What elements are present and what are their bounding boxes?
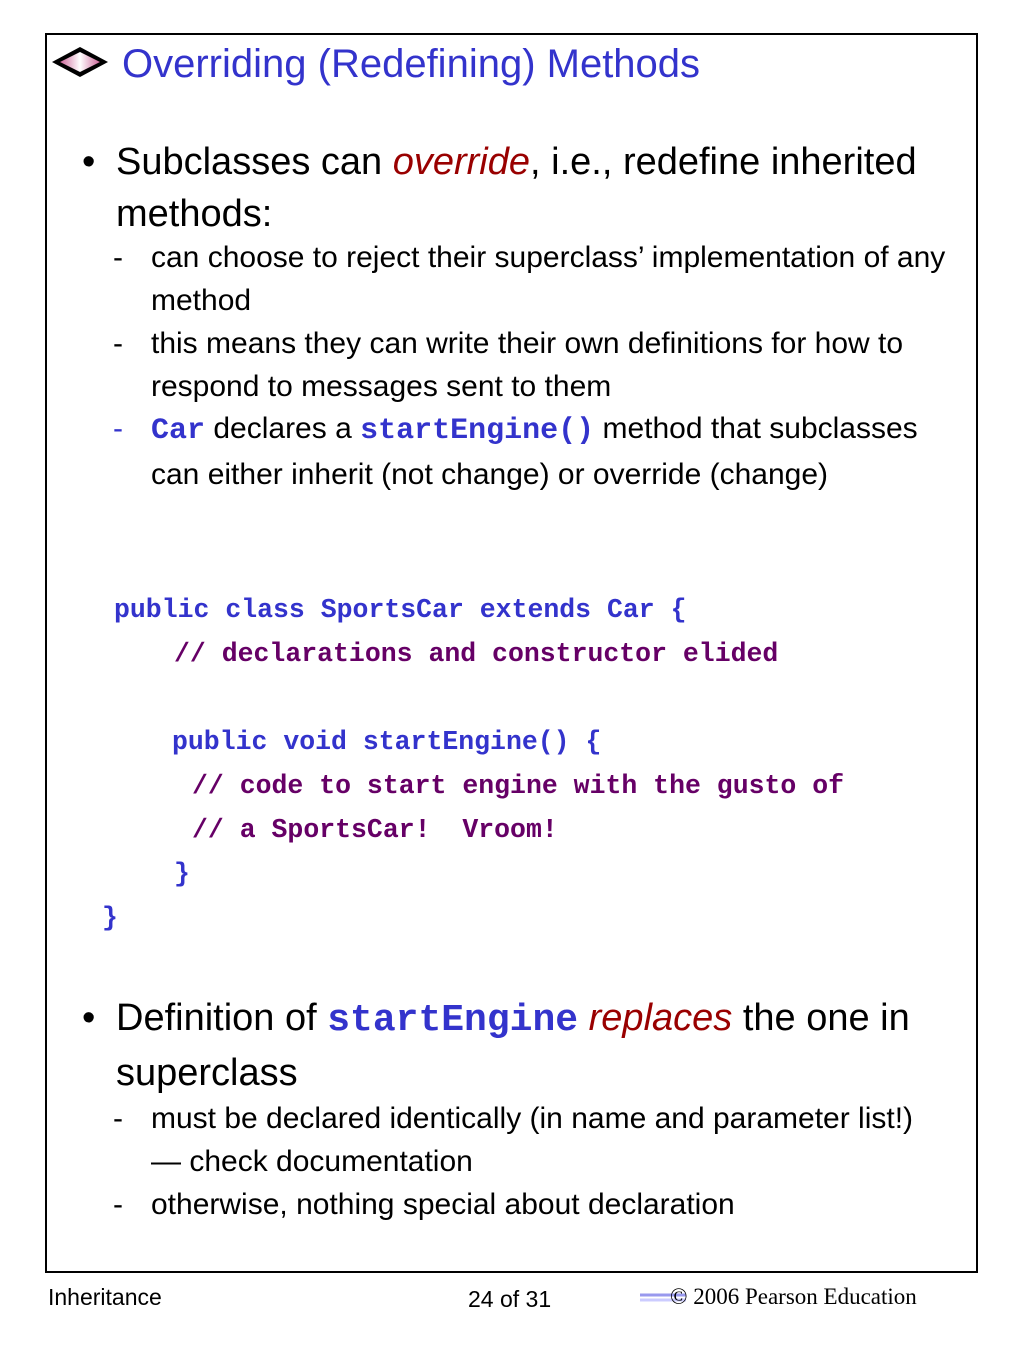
code-line: } bbox=[102, 903, 118, 933]
footer-page-number: 24 of 31 bbox=[468, 1286, 552, 1312]
dash-marker: - bbox=[113, 1188, 123, 1221]
code-comment-line: // a SportsCar! Vroom! bbox=[192, 815, 558, 845]
code-car: Car bbox=[151, 414, 206, 448]
bullet1-suffix: , i.e., redefine inherited methods: bbox=[116, 141, 917, 235]
dash-marker: - bbox=[113, 412, 123, 445]
bullet-dot: • bbox=[82, 997, 96, 1039]
code-line: } bbox=[174, 859, 190, 889]
code-startengine: startEngine() bbox=[360, 414, 595, 448]
sub3-text1: declares a bbox=[205, 412, 361, 445]
subbullet-text: otherwise, nothing special about declaration bbox=[151, 1188, 735, 1221]
code-startengine: startEngine bbox=[327, 999, 579, 1042]
code-line: public void startEngine() { bbox=[172, 727, 602, 757]
bullet1-prefix: Subclasses can bbox=[116, 141, 393, 183]
subbullet-text: must be declared identically (in name and parameter list!) — check documentation bbox=[151, 1102, 914, 1178]
code-line: public class SportsCar extends Car { bbox=[114, 595, 687, 625]
dash-marker: - bbox=[113, 327, 123, 360]
code-comment-line: // code to start engine with the gusto of bbox=[192, 771, 845, 801]
code-comment-line: // declarations and constructor elided bbox=[174, 639, 779, 669]
dash-marker: - bbox=[113, 241, 123, 274]
sub3-text2: method that subclasses can either inherit (not change) or override (change) bbox=[151, 412, 918, 491]
bullet-dot: • bbox=[82, 141, 96, 183]
diamond-bullet-icon bbox=[50, 44, 110, 80]
footer-topic: Inheritance bbox=[48, 1284, 162, 1310]
bullet1-emphasis: override bbox=[392, 141, 531, 183]
bullet2-emphasis: replaces bbox=[588, 997, 733, 1039]
bullet2-suffix: the one in superclass bbox=[116, 997, 910, 1094]
footer-copyright: © 2006 Pearson Education bbox=[670, 1284, 917, 1309]
slide-title: Overriding (Redefining) Methods bbox=[122, 42, 701, 86]
subbullet-text: can choose to reject their superclass’ implementation of any method bbox=[151, 241, 946, 317]
dash-marker: - bbox=[113, 1102, 123, 1135]
subbullet-text: this means they can write their own definitions for how to respond to messages sent to them bbox=[151, 327, 904, 403]
bullet2-prefix: Definition of bbox=[116, 997, 328, 1039]
